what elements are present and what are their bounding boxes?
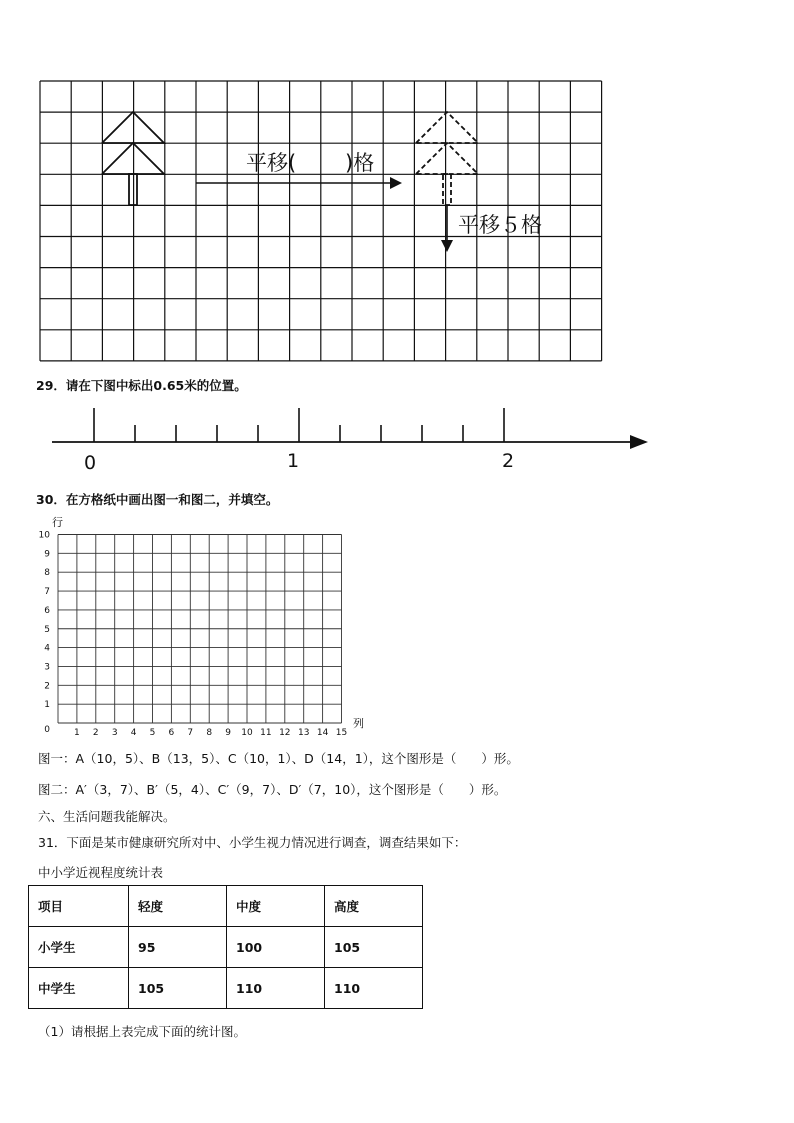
x-tick-label: 2: [92, 728, 99, 738]
q31-line: [38, 833, 466, 851]
table-cell: 小学生: [29, 927, 129, 968]
q29-number: 29．: [36, 378, 66, 393]
y-tick-label: 1: [44, 700, 50, 711]
table-cell: 105: [129, 968, 227, 1009]
number-line-label-0: 0: [84, 452, 97, 474]
myopia-stats-table: [28, 885, 423, 1009]
q31-number: 31．: [38, 835, 67, 850]
translation-figure: [0, 0, 794, 370]
x-tick-label: 5: [149, 728, 156, 738]
grid-x-axis-label: 列: [353, 717, 364, 730]
q31-text: 下面是某市健康研究所对中、小学生视力情况进行调查，调查结果如下：: [66, 835, 467, 850]
x-tick-label: 12: [279, 728, 291, 738]
table-header-row: [29, 886, 423, 927]
y-tick-label: 4: [44, 643, 50, 654]
table-cell: 105: [325, 927, 423, 968]
coordinate-grid-lines: [58, 535, 342, 724]
x-tick-label: 15: [335, 728, 348, 738]
down-arrow: [441, 205, 453, 252]
x-tick-label: 8: [206, 728, 213, 738]
translate-label-suffix: )格: [345, 151, 375, 175]
translated-tree: [416, 112, 478, 205]
y-tick-label: 2: [44, 681, 50, 692]
table-header-cell: 项目: [29, 886, 129, 927]
x-tick-label: 13: [297, 728, 310, 738]
x-tick-label: 14: [316, 728, 329, 738]
number-line-arrowhead: [630, 435, 648, 449]
fig2-text: 图二：A′（3，7）、B′（5，4）、C′（9，7）、D′（7，10），这个图形是（ ）形。: [38, 782, 507, 797]
grid-y-axis-label: 行: [52, 516, 63, 529]
table-cell: 110: [325, 968, 423, 1009]
x-tick-label: 10: [241, 728, 253, 738]
table-row: [29, 927, 423, 968]
table-header-cell: 高度: [325, 886, 423, 927]
table-header-cell: 中度: [227, 886, 325, 927]
x-tick-label: 6: [168, 728, 175, 738]
table-cell: 100: [227, 927, 325, 968]
table-cell: 95: [129, 927, 227, 968]
table-cell: 110: [227, 968, 325, 1009]
q30-line: [36, 490, 278, 508]
q30-text: 在方格纸中画出图一和图二，并填空。: [65, 492, 279, 507]
y-tick-label: 0: [44, 725, 50, 735]
y-tick-label: 8: [44, 568, 50, 579]
translate-label-prefix: 平移(: [246, 151, 297, 175]
x-tick-label: 7: [187, 728, 194, 738]
y-tick-label: 3: [44, 662, 50, 673]
section-six-heading: 六、生活问题我能解决。: [38, 809, 176, 824]
coordinate-grid: [0, 508, 794, 740]
x-tick-label: 3: [111, 728, 118, 738]
translate-down-label: 平移５格: [458, 213, 542, 237]
number-line-label-1: 1: [287, 450, 300, 472]
x-tick-label: 4: [130, 728, 137, 738]
number-line: [0, 398, 794, 478]
q29-text: 请在下图中标出0.65米的位置。: [65, 378, 247, 393]
y-tick-label: 9: [44, 549, 50, 560]
number-line-label-2: 2: [502, 450, 515, 472]
y-tick-label: 6: [44, 605, 50, 616]
table-header-cell: 轻度: [129, 886, 227, 927]
x-tick-label: 11: [260, 728, 272, 738]
q31-sub1: （1）请根据上表完成下面的统计图。: [38, 1024, 246, 1039]
table-title: 中小学近视程度统计表: [38, 865, 164, 880]
table-row: [29, 968, 423, 1009]
table-cell: 中学生: [29, 968, 129, 1009]
fig1-text: 图一：A（10，5）、B（13，5）、C（10，1）、D（14，1），这个图形是（ ）形。: [38, 751, 519, 766]
y-tick-label: 7: [44, 587, 50, 598]
number-line-ticks: [94, 408, 504, 442]
x-tick-label: 9: [225, 728, 231, 738]
y-tick-label: 10: [38, 530, 50, 541]
q29-line: [36, 376, 247, 394]
x-tick-label: 1: [74, 728, 80, 738]
q30-number: 30．: [36, 492, 66, 507]
y-tick-label: 5: [44, 624, 50, 635]
